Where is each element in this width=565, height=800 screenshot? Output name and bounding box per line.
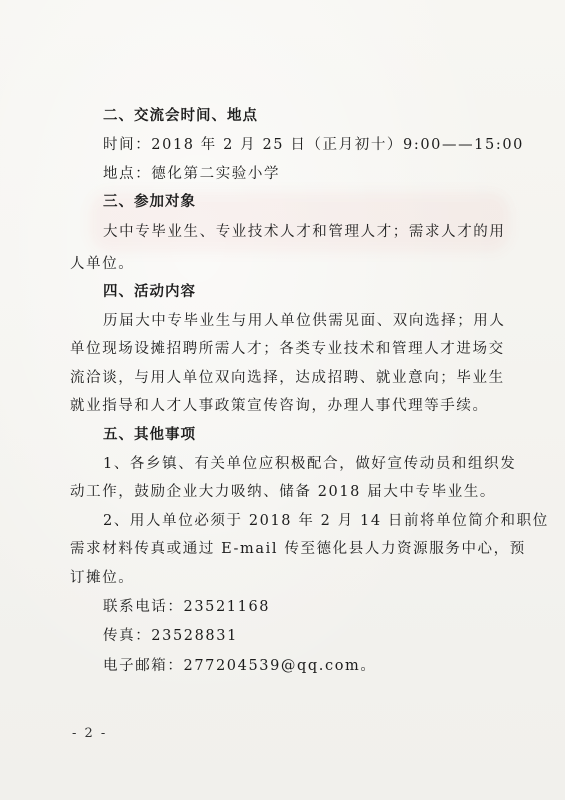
other-item-2-line-1: 2、用人单位必须于 2018 年 2 月 14 日前将单位简介和职位 xyxy=(103,513,549,529)
other-item-2-line-3: 订摊位。 xyxy=(70,570,135,586)
other-item-1-line-1: 1、各乡镇、有关单位应积极配合，做好宣传动员和组织发 xyxy=(103,456,517,472)
section-heading-participants: 三、参加对象 xyxy=(103,194,196,210)
participants-line-1: 大中专毕业生、专业技术人才和管理人才；需求人才的用 xyxy=(103,224,506,240)
contact-phone: 联系电话：23521168 xyxy=(103,599,271,615)
place-line: 地点：德化第二实验小学 xyxy=(103,166,281,182)
contact-fax: 传真：23528831 xyxy=(103,628,238,644)
other-item-2-line-2: 需求材料传真或通过 E-mail 传至德化县人力资源服务中心，预 xyxy=(70,541,526,557)
time-line: 时间：2018 年 2 月 25 日（正月初十）9:00——15:00 xyxy=(103,137,524,153)
activities-line-1: 历届大中专毕业生与用人单位供需见面、双向选择；用人 xyxy=(103,313,506,329)
participants-line-2: 人单位。 xyxy=(70,256,135,272)
section-heading-other: 五、其他事项 xyxy=(103,427,196,443)
activities-line-3: 流洽谈，与用人单位双向选择，达成招聘、就业意向；毕业生 xyxy=(70,370,505,386)
other-item-1-line-2: 动工作，鼓励企业大力吸纳、储备 2018 届大中专毕业生。 xyxy=(70,484,497,500)
section-heading-time-place: 二、交流会时间、地点 xyxy=(103,108,258,124)
activities-line-2: 单位现场设摊招聘所需人才；各类专业技术和管理人才进场交 xyxy=(70,341,505,357)
activities-line-4: 就业指导和人才人事政策宣传咨询，办理人事代理等手续。 xyxy=(70,398,489,414)
contact-email: 电子邮箱：277204539@qq.com。 xyxy=(103,658,377,674)
section-heading-activities: 四、活动内容 xyxy=(103,284,196,300)
page-number: - 2 - xyxy=(72,726,108,741)
